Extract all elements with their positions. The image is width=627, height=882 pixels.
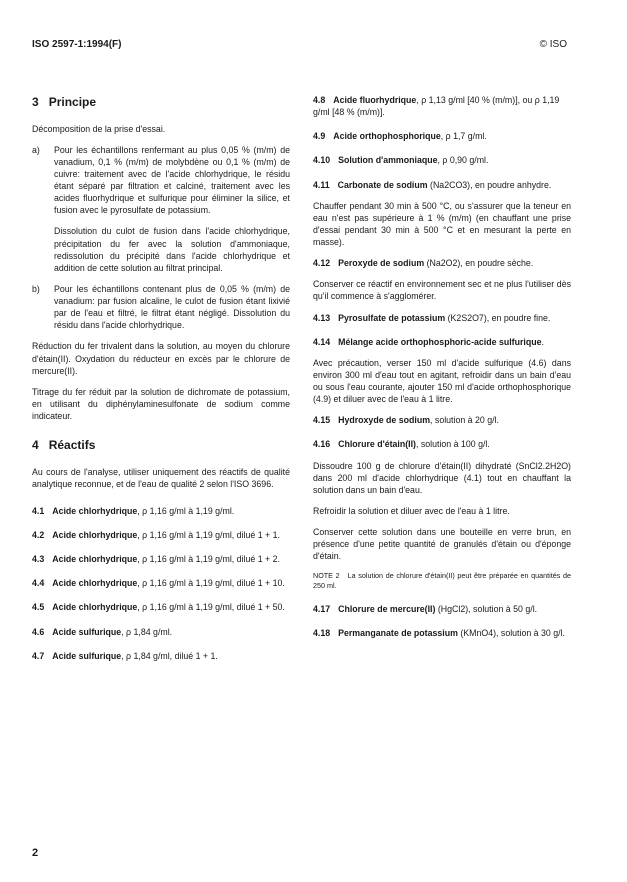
reagent-4-16: 4.16 Chlorure d'étain(II), solution à 100 g/l. [313, 439, 490, 450]
reagent-4-6: 4.6 Acide sulfurique, ρ 1,84 g/ml. [32, 626, 173, 637]
reagent-4-17: 4.17 Chlorure de mercure(II) (HgCl2), solution à 50 g/l. [313, 604, 538, 615]
reagent-4-8: 4.8 Acide fluorhydrique, ρ 1,13 g/ml [40 % (m/m)], ou ρ 1,19 g/ml [48 % (m/m)]. [313, 95, 560, 118]
paragraph: Chauffer pendant 30 min à 500 °C, ou s'assurer que la teneur en eau n'est pas supérieure à 1 % (m/m) (en chauffant une prise d'essai pendant 30 min à 500 °C et en mesurant la perte en masse). [313, 200, 571, 247]
paragraph: Dissolution du culot de fusion dans l'acide chlorhydrique, précipitation du fer avec la solution d'ammoniaque, redissolution du précipité dans l'acide chlorhydrique et addition de cette solution au filtrat principal. [54, 226, 290, 273]
note-2: NOTE 2 La solution de chlorure d'étain(II) peut être préparée en quantités de 250 ml. [313, 571, 571, 591]
reagent-4-11: 4.11 Carbonate de sodium (Na2CO3), en poudre anhydre. [313, 179, 552, 190]
section-number: 4 [32, 438, 39, 453]
reagent-4-4: 4.4 Acide chlorhydrique, ρ 1,16 g/ml à 1,19 g/ml, dilué 1 + 10. [32, 578, 285, 589]
paragraph: Dissoudre 100 g de chlorure d'étain(II) dihydraté (SnCl2.2H2O) dans 200 ml d'acide chlorhydrique (4.1) tout en chauffant la solution dans un bain d'eau. [313, 460, 571, 495]
reagent-4-9: 4.9 Acide orthophosphorique, ρ 1,7 g/ml. [313, 131, 487, 142]
item-text: Pour les échantillons renfermant au plus 0,05 % (m/m) de vanadium, 0,1 % (m/m) de molybdène ou 0,1 % (m/m) de cuivre: traitement avec de l'acide chlorhydrique, le résidu étant séparé par filtration et calciné, traitement avec les acides fluorhydrique et sulfurique pour éliminer la silice, et fusion avec le pyrosulfate de potassium. [54, 144, 290, 216]
right-column [313, 94, 571, 652]
item-text: Pour les échantillons contenant plus de 0,05 % (m/m) de vanadium: par fusion alcaline, le culot de fusion étant lixivié par de l'eau et filtré, le filtrat étant négligé. Dissolution du résidu dans l'acide chlorhydrique. [54, 283, 290, 331]
reagent-4-5: 4.5 Acide chlorhydrique, ρ 1,16 g/ml à 1,19 g/ml, dilué 1 + 50. [32, 602, 285, 613]
paragraph: Titrage du fer réduit par la solution de dichromate de potassium, en utilisant du diphénylaminesulfonate de sodium comme indicateur. [32, 386, 290, 422]
reagent-4-18: 4.18 Permanganate de potassium (KMnO4), solution à 30 g/l. [313, 628, 565, 639]
item-label: a) [32, 144, 40, 155]
list-item-a [32, 144, 290, 217]
reagent-4-15: 4.15 Hydroxyde de sodium, solution à 20 g/l. [313, 415, 499, 426]
reagent-4-2: 4.2 Acide chlorhydrique, ρ 1,16 g/ml à 1,19 g/ml, dilué 1 + 1. [32, 530, 280, 541]
standard-reference: ISO 2597-1:1994(F) [32, 39, 122, 50]
page-number: 2 [32, 847, 39, 859]
reagent-4-7: 4.7 Acide sulfurique, ρ 1,84 g/ml, dilué 1 + 1. [32, 650, 218, 661]
paragraph: Conserver ce réactif en environnement sec et ne plus l'utiliser dès qu'il commence à s'agglomérer. [313, 279, 571, 302]
reagent-4-13: 4.13 Pyrosulfate de potassium (K2S2O7), en poudre fine. [313, 312, 551, 323]
reagent-4-12: 4.12 Peroxyde de sodium (Na2O2), en poudre sèche. [313, 258, 534, 269]
section-title: Principe [48, 95, 97, 109]
reagent-4-10: 4.10 Solution d'ammoniaque, ρ 0,90 g/ml. [313, 155, 489, 166]
section-number: 3 [32, 95, 39, 109]
paragraph: Conserver cette solution dans une bouteille en verre brun, en présence d'une petite quantité de granulés d'étain ou d'éponge d'étain. [313, 527, 571, 562]
paragraph: Au cours de l'analyse, utiliser uniquement des réactifs de qualité analytique reconnue, et de l'eau de qualité 2 selon l'ISO 3696. [32, 466, 290, 489]
section-3-heading [32, 94, 290, 111]
reagent-4-3: 4.3 Acide chlorhydrique, ρ 1,16 g/ml à 1,19 g/ml, dilué 1 + 2. [32, 554, 280, 565]
list-item-b [32, 283, 290, 332]
paragraph: Réduction du fer trivalent dans la solution, au moyen du chlorure d'étain(II). Oxydation du réducteur en excès par le chlorure de mercure(II). [32, 341, 290, 376]
reagent-4-14: 4.14 Mélange acide orthophosphoric-acide sulfurique. [313, 336, 544, 347]
paragraph: Décomposition de la prise d'essai. [32, 123, 166, 134]
section-4-heading [32, 437, 290, 454]
paragraph: Refroidir la solution et diluer avec de l'eau à 1 litre. [313, 505, 510, 516]
copyright-mark: © ISO [539, 39, 567, 50]
left-column [32, 94, 290, 674]
section-title: Réactifs [48, 438, 96, 453]
item-label: b) [32, 283, 40, 294]
reagent-4-1: 4.1 Acide chlorhydrique, ρ 1,16 g/ml à 1,19 g/ml. [32, 505, 235, 516]
paragraph: Avec précaution, verser 150 ml d'acide sulfurique (4.6) dans environ 300 ml d'eau tout en agitant, refroidir dans un bain d'eau ou sous l'eau courante, ajouter 150 ml d'acide orthophosphorique (4.9) et diluer avec de l'eau à 1 litre. [313, 357, 571, 405]
